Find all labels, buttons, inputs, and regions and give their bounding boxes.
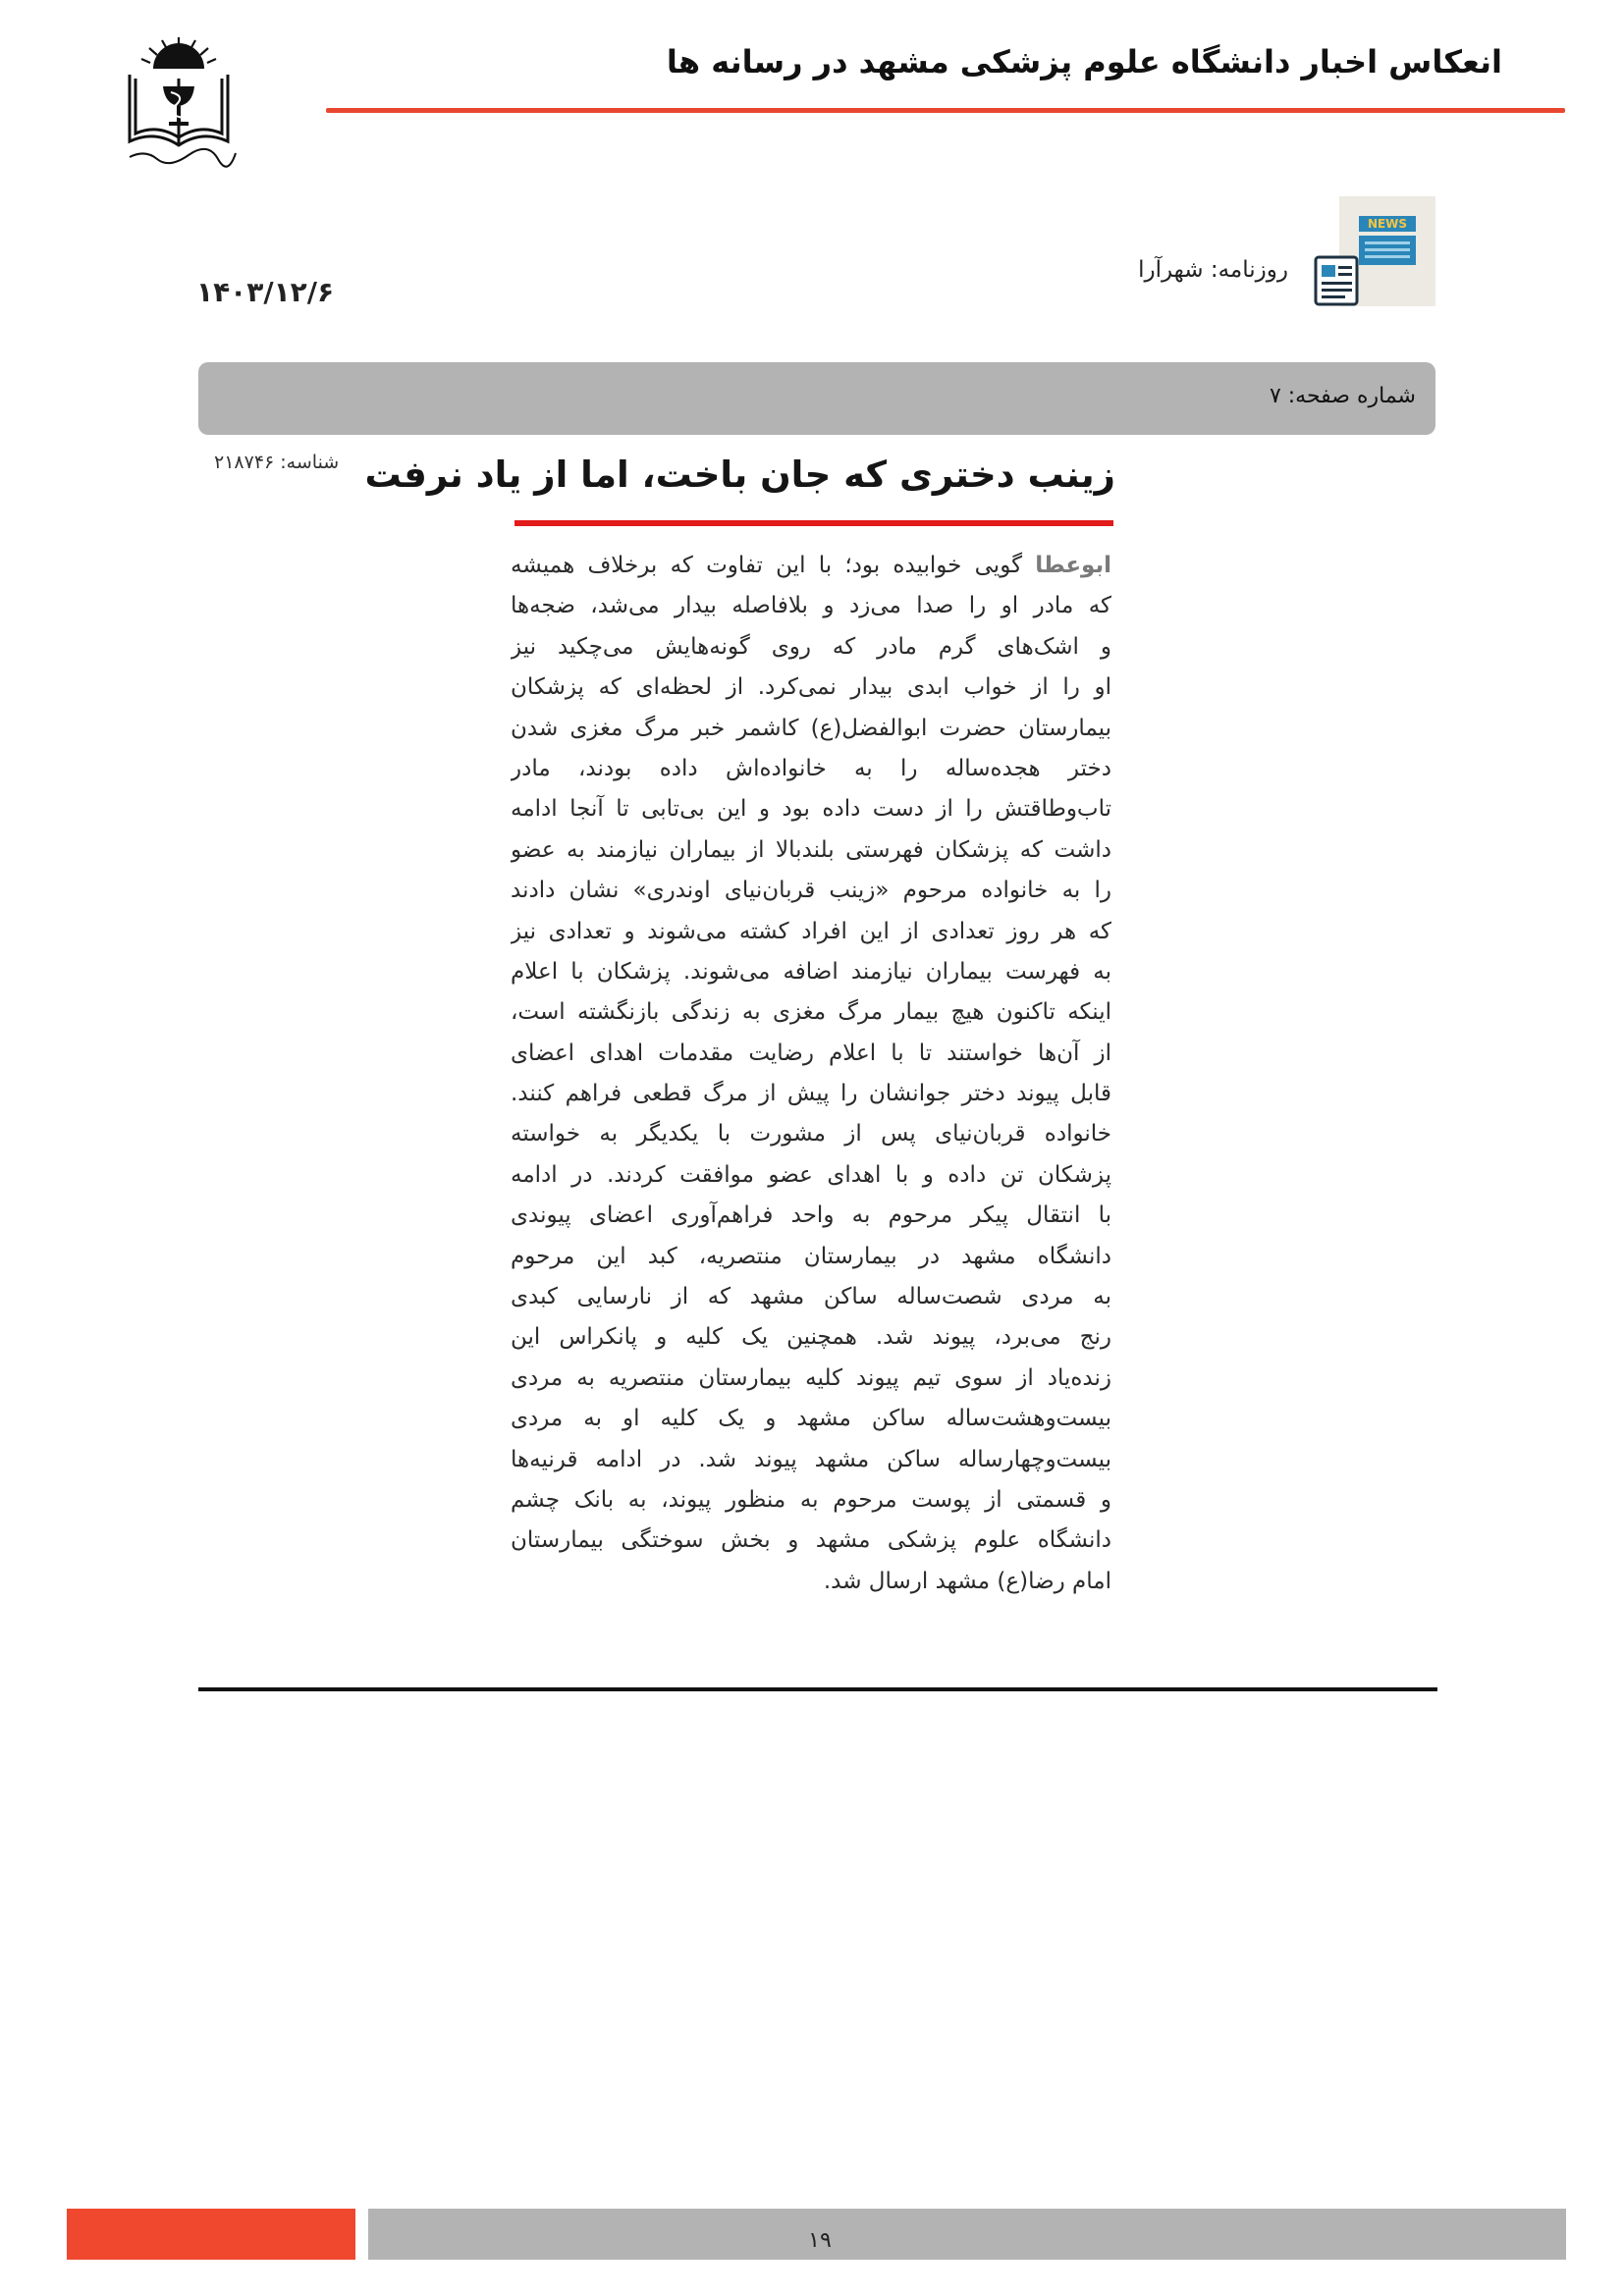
report-title: انعکاس اخبار دانشگاه علوم پزشکی مشهد در رسانه ها	[666, 43, 1502, 80]
university-logo	[110, 35, 247, 173]
article-line: زنده‌یاد از سوی تیم پیوند کلیه بیمارستان منتصریه به مردی	[511, 1364, 1111, 1391]
article-line: داشت که پزشکان فهرستی بلندبالا از بیماران نیازمند به عضو	[511, 836, 1111, 863]
article-line: به مردی شصت‌ساله ساکن مشهد که از نارسایی کبدی	[511, 1284, 1111, 1310]
article-line: او را از خواب ابدی بیدار نمی‌کرد. از لحظه‌ای که پزشکان	[511, 674, 1111, 701]
article-line: دانشگاه مشهد در بیمارستان منتصریه، کبد این مرحوم	[511, 1243, 1111, 1269]
article-line: با انتقال پیکر مرحوم به واحد فراهم‌آوری اعضای پیوندی	[511, 1202, 1111, 1229]
article-body	[511, 546, 1111, 1602]
article-line: از آن‌ها خواستند تا با اعلام رضایت مقدمات اهدای اعضای	[511, 1040, 1111, 1066]
article-line	[511, 546, 1111, 586]
article-line: تاب‌وطاقتش را از دست داده بود و این بی‌تابی تا آنجا ادامه	[511, 796, 1111, 823]
news-banner-text: NEWS	[1367, 217, 1408, 231]
article-line: بیمارستان حضرت ابوالفضل(ع) کاشمر خبر مرگ مغزی شدن	[511, 715, 1111, 741]
newspaper-icon	[1306, 196, 1435, 308]
footer-accent-bar	[67, 2209, 355, 2260]
footer-page-number: ۱۹	[808, 2228, 832, 2253]
article-line: خانواده قربان‌نیای پس از مشورت با یکدیگر به خواسته	[511, 1121, 1111, 1148]
article-line: اینکه تاکنون هیچ بیمار مرگ مغزی به زندگی بازنگشته است،	[511, 999, 1111, 1026]
article-line: که مادر او را صدا می‌زد و بلافاصله بیدار می‌شد، ضجه‌ها	[511, 593, 1111, 619]
article-line: و اشک‌های گرم مادر که روی گونه‌هایش می‌چکید نیز	[511, 633, 1111, 660]
footer-bar	[368, 2209, 1566, 2260]
article-id: شناسه: ۲۱۸۷۴۶	[214, 452, 340, 473]
article-line: دختر هجده‌ساله را به خانواده‌اش داده بودند، مادر	[511, 755, 1111, 781]
article-line: بیست‌وچهارساله ساکن مشهد پیوند شد. در ادامه قرنیه‌ها	[511, 1446, 1111, 1472]
article-byline: ابوعطا	[1035, 553, 1111, 578]
article-end-divider	[198, 1687, 1437, 1691]
article-line: دانشگاه علوم پزشکی مشهد و بخش سوختگی بیمارستان	[511, 1527, 1111, 1554]
article-line: به فهرست بیماران نیازمند اضافه می‌شوند. پزشکان با اعلام	[511, 958, 1111, 985]
university-emblem-icon	[110, 35, 247, 173]
publish-date: ۱۴۰۳/۱۲/۶	[196, 276, 335, 308]
article-line: و قسمتی از پوست مرحوم به منظور پیوند، به بانک چشم	[511, 1486, 1111, 1513]
article-line: امام رضا(ع) مشهد ارسال شد.	[823, 1568, 1111, 1594]
newspaper-name: روزنامه: شهرآرا	[1138, 257, 1288, 283]
article-headline: زینب دختری که جان باخت، اما از یاد نرفت	[364, 454, 1115, 496]
page-number-label: شماره صفحه: ۷	[1269, 384, 1416, 408]
headline-underline	[514, 520, 1113, 526]
article-line: پزشکان تن داده و با اهدای عضو موافقت کردند. در ادامه	[511, 1161, 1111, 1188]
article-line: بیست‌وهشت‌ساله ساکن مشهد و یک کلیه او به مردی	[511, 1406, 1111, 1432]
header-divider	[326, 108, 1565, 113]
article-line: را به خانواده مرحوم «زینب قربان‌نیای اوندری» نشان دادند	[511, 878, 1111, 904]
article-first-line: گویی خوابیده بود؛ با این تفاوت که برخلاف همیشه	[511, 553, 1036, 578]
page-number-bar	[198, 362, 1435, 435]
article-line: قابل پیوند دختر جوانشان را پیش از مرگ قطعی فراهم کنند.	[511, 1081, 1111, 1107]
article-line: که هر روز تعدادی از این افراد کشته می‌شوند و تعدادی نیز	[511, 918, 1111, 944]
article-line: رنج می‌برد، پیوند شد. همچنین یک کلیه و پانکراس این	[511, 1324, 1111, 1351]
